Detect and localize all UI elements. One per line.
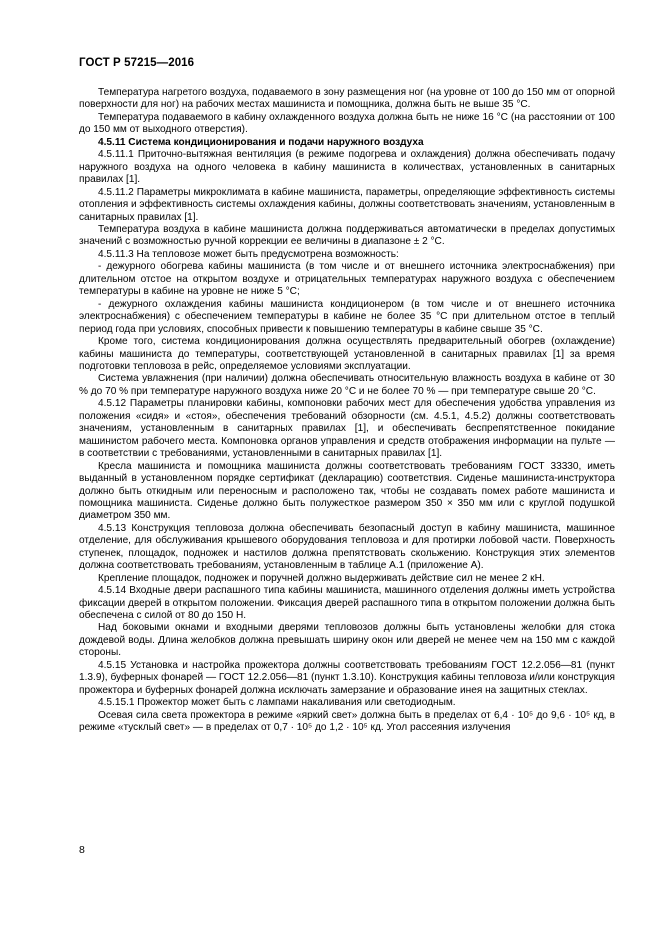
- paragraph: 4.5.15 Установка и настройка прожектора должны соответствовать требованиям ГОСТ 12.2.056—81 (пункт 1.3.9), буферных фонарей — ГОСТ 12.2.056—81 (пункт 1.3.10). Конструкция кабины тепловоза и/или конструкция прожектора и буферных фонарей должна исключать замерзание и образование инея на защитных стеклах.: [79, 659, 615, 696]
- paragraph: 4.5.12 Параметры планировки кабины, компоновки рабочих мест для обеспечения удобства управления из положения «сидя» и «стоя», обеспечения требований обзорности (см. 4.5.1, 4.5.2) должны соответствовать значениям, установленным в санитарных правилах [1], и обеспечивать беспрепятственное покидание машинистом рабочего места. Компоновка органов управления и средств отображения информации на пульте — в соответствии с требованиями, установленными в санитарных правилах [1].: [79, 398, 615, 460]
- document-header: ГОСТ Р 57215—2016: [79, 57, 195, 69]
- paragraph: - дежурного обогрева кабины машиниста (в том числе и от внешнего источника электроснабжения) при длительном отстое на открытом воздухе и отрицательных температурах наружного воздуха с обеспечением температуры в кабине на уровне не ниже 5 °C;: [79, 261, 615, 298]
- paragraph: Система увлажнения (при наличии) должна обеспечивать относительную влажность воздуха в кабине от 30 % до 70 % при температуре наружного воздуха ниже 20 °C и не более 70 % — при температуре свыше 20 °C.: [79, 373, 615, 397]
- paragraph: 4.5.11.2 Параметры микроклимата в кабине машиниста, параметры, определяющие эффективность системы отопления и эффективность системы охлаждения кабины, должны соответствовать значениям, установленным в санитарных правилах [1].: [79, 186, 615, 223]
- paragraph: 4.5.14 Входные двери распашного типа кабины машиниста, машинного отделения должны иметь устройства фиксации дверей в открытом положении. Фиксация дверей распашного типа в открытом положении должна быть обеспечена с силой от 80 до 150 Н.: [79, 585, 615, 622]
- paragraph: Крепление площадок, подножек и поручней должно выдерживать действие сил не менее 2 кН.: [98, 572, 545, 584]
- paragraph: Осевая сила света прожектора в режиме «яркий свет» должна быть в пределах от 6,4 · 10⁵ до 9,6 · 10⁵ кд, в режиме «тусклый свет» — в пределах от 0,7 · 10⁵ до 1,2 · 10⁵ кд. Угол рассеяния излучения: [79, 709, 615, 734]
- page-number: 8: [79, 844, 85, 856]
- document-body: [79, 87, 615, 735]
- paragraph: Кресла машиниста и помощника машиниста должны соответствовать требованиям ГОСТ 33330, иметь выданный в установленном порядке сертификат (декларацию) соответствия. Сиденье машиниста-инструктора должно быть откидным или переносным и расположено так, чтобы не создавать помех работе машиниста и помощника машиниста. Сиденье должно быть полужесткое размером 350 × 350 мм или с круглой подушкой диаметром 350 мм.: [79, 460, 615, 522]
- paragraph: 4.5.11.3 На тепловозе может быть предусмотрена возможность:: [98, 248, 399, 260]
- paragraph: Кроме того, система кондиционирования должна осуществлять предварительный обогрев (охлаждение) кабины машиниста до температуры, соответствующей установленной в санитарных правилах [1] за время подготовки тепловоза в рейс, определяемое условиями эксплуатации.: [79, 336, 615, 372]
- paragraph: 4.5.11.1 Приточно-вытяжная вентиляция (в режиме подогрева и охлаждения) должна обеспечивать подачу наружного воздуха на одного человека в кабину машиниста в количествах, установленных в санитарных правилах [1].: [79, 149, 615, 186]
- paragraph: Температура подаваемого в кабину охлажденного воздуха должна быть не ниже 16 °C (на расстоянии от 100 до 150 мм от выходного отверстия).: [79, 111, 615, 136]
- paragraph: 4.5.15.1 Прожектор может быть с лампами накаливания или светодиодным.: [98, 697, 456, 709]
- paragraph: Температура воздуха в кабине машиниста должна поддерживаться автоматически в пределах допустимых значений с возможностью ручной коррекции ее величины в диапазоне ± 2 °C.: [79, 223, 615, 248]
- paragraph: Температура нагретого воздуха, подаваемого в зону размещения ног (на уровне от 100 до 150 мм от опорной поверхности для ног) на рабочих местах машиниста и помощника, должна быть не выше 35 °C.: [79, 87, 615, 111]
- paragraph: Над боковыми окнами и входными дверями тепловозов должны быть установлены желобки для стока дождевой воды. Длина желобков должна превышать ширину окон или дверей не менее чем на 150 мм с каждой стороны.: [79, 622, 615, 659]
- paragraph: - дежурного охлаждения кабины машиниста кондиционером (в том числе и от внешнего источника электроснабжения) с обеспечением температуры в кабине не более 35 °C при длительном отстое в теплый период года при условиях, способных привести к повышению температуры в кабине свыше 35 °C.: [79, 298, 615, 335]
- paragraph: 4.5.13 Конструкция тепловоза должна обеспечивать безопасный доступ в кабину машиниста, машинное отделение, для обслуживания крышевого оборудования тепловоза и для протирки лобовой части. Поверхность ступенек, площадок, подножек и настилов должна препятствовать скольжению. Конструкция этих элементов должна соответствовать требованиям, установленным в таблице А.1 (приложение А).: [79, 522, 615, 572]
- section-heading: 4.5.11 Система кондиционирования и подачи наружного воздуха: [98, 136, 424, 148]
